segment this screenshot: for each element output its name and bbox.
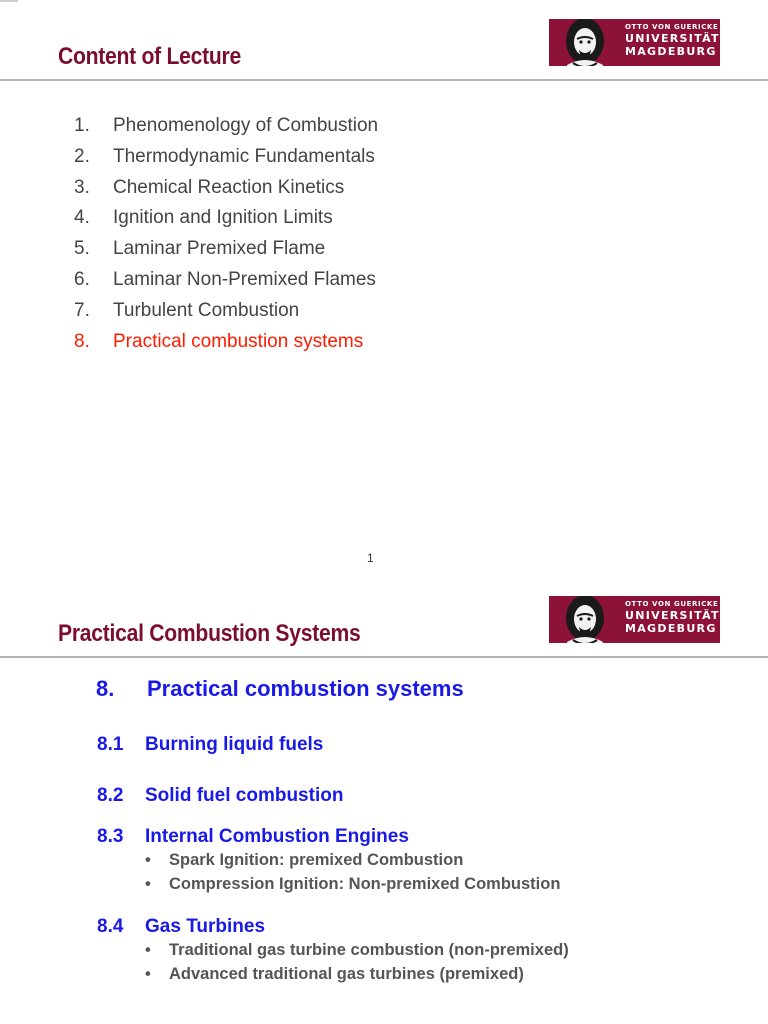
- bullet-item: • Spark Ignition: premixed Combustion: [145, 851, 464, 869]
- logo-line3: MAGDEBURG: [625, 45, 717, 58]
- portrait-icon: [557, 19, 623, 66]
- logo-line2: UNIVERSITÄT: [625, 32, 720, 45]
- bullet-list: [97, 849, 560, 896]
- toc-item: 1. Phenomenology of Combustion: [74, 115, 379, 136]
- university-logo: [549, 19, 720, 66]
- section-heading: 8.1 Burning liquid fuels: [97, 734, 324, 755]
- slide-title: Content of Lecture: [58, 43, 241, 70]
- section-8-1: [97, 733, 323, 757]
- slide-title: Practical Combustion Systems: [58, 620, 361, 647]
- slide-practical-combustion: [0, 582, 768, 1024]
- page-number: 1: [367, 551, 374, 565]
- toc-item: 4. Ignition and Ignition Limits: [74, 207, 333, 229]
- toc-item-active: 8. Practical combustion systems: [74, 330, 364, 352]
- toc-item: 5. Laminar Premixed Flame: [74, 238, 326, 260]
- bullet-item: • Compression Ignition: Non-premixed Combustion: [145, 874, 561, 893]
- bullet-item: • Advanced traditional gas turbines (premixed): [145, 964, 524, 983]
- toc-item: 3. Chemical Reaction Kinetics: [74, 176, 345, 198]
- chapter-heading: 8. Practical combustion systems: [96, 676, 464, 701]
- logo-text: [625, 599, 720, 635]
- toc-item: 6. Laminar Non-Premixed Flames: [74, 268, 376, 290]
- toc-item: 2. Thermodynamic Fundamentals: [74, 145, 375, 167]
- section-8-4: [97, 915, 569, 986]
- logo-line2: UNIVERSITÄT: [625, 609, 720, 622]
- title-divider: [0, 79, 768, 81]
- logo-line1: OTTO VON GUERICKE: [625, 23, 719, 31]
- title-divider: [0, 656, 768, 658]
- university-logo: [549, 596, 720, 643]
- lecture-toc: [74, 111, 378, 357]
- section-heading: 8.3 Internal Combustion Engines: [97, 826, 409, 847]
- portrait-icon: [557, 596, 623, 643]
- section-8-3: [97, 825, 560, 896]
- section-heading: 8.2 Solid fuel combustion: [97, 785, 344, 806]
- toc-item: 7. Turbulent Combustion: [74, 299, 300, 321]
- section-heading: 8.4 Gas Turbines: [97, 916, 266, 937]
- logo-text: [625, 22, 720, 58]
- bullet-item: • Traditional gas turbine combustion (non-premixed): [145, 941, 569, 959]
- section-8-2: [97, 784, 343, 808]
- logo-line3: MAGDEBURG: [625, 622, 717, 635]
- bullet-list: [97, 939, 569, 986]
- logo-line1: OTTO VON GUERICKE: [625, 600, 719, 608]
